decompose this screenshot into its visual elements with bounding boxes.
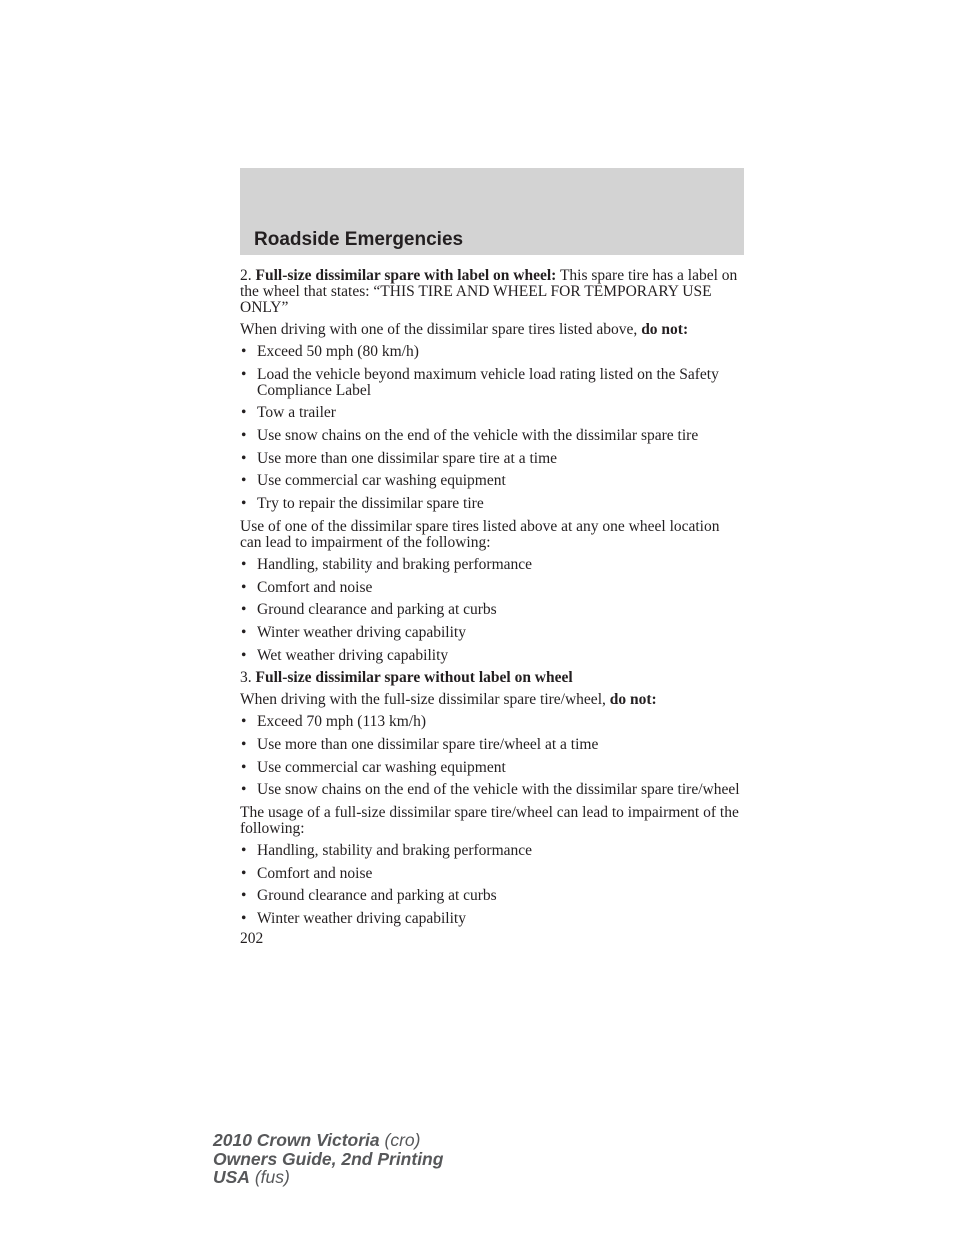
list-item-text: Use commercial car washing equipment (257, 472, 506, 490)
list-item (240, 737, 744, 753)
bullet-icon: • (241, 404, 247, 422)
page-content (240, 268, 744, 947)
item-2-heading: Full-size dissimilar spare with label on wheel: (255, 267, 557, 284)
impairment-intro-1: Use of one of the dissimilar spare tires listed above at any one wheel location can lead to impairment of the following: (240, 517, 720, 551)
item-3-number: 3. (240, 669, 252, 687)
list-item (240, 405, 744, 421)
list-item (240, 866, 744, 882)
document-footer (213, 1131, 443, 1187)
do-not-emphasis-1: do not: (641, 321, 689, 338)
list-item-text: Exceed 50 mph (80 km/h) (257, 343, 419, 360)
list-item-text: Try to repair the dissimilar spare tire (257, 495, 484, 513)
bullet-icon: • (241, 842, 247, 859)
list-item (240, 451, 744, 467)
footer-model: 2010 Crown Victoria (213, 1130, 380, 1150)
footer-guide-edition: Owners Guide, 2nd Printing (213, 1148, 444, 1169)
do-not-list-2 (240, 714, 744, 798)
bullet-icon: • (241, 449, 247, 467)
bullet-icon: • (241, 781, 247, 799)
do-not-emphasis-2: do not: (609, 691, 657, 709)
list-item (240, 648, 744, 664)
footer-market: USA (213, 1167, 250, 1187)
bullet-icon: • (241, 646, 247, 664)
do-not-intro-1-text: When driving with one of the dissimilar spare tires listed above, (240, 321, 638, 338)
bullet-icon: • (241, 910, 247, 928)
item-3-heading-paragraph (240, 670, 744, 686)
item-3-heading: Full-size dissimilar spare without label on wheel (255, 669, 573, 687)
list-item (240, 428, 744, 444)
list-item (240, 473, 744, 489)
do-not-intro-2 (240, 692, 744, 708)
item-2-number: 2. (240, 267, 252, 284)
footer-line-2 (213, 1150, 443, 1169)
list-item-text: Use snow chains on the end of the vehicle with the dissimilar spare tire/wheel (257, 781, 740, 799)
bullet-icon: • (241, 713, 247, 731)
list-item-text: Use snow chains on the end of the vehicle with the dissimilar spare tire (257, 427, 699, 445)
list-item-text: Ground clearance and parking at curbs (257, 887, 497, 905)
impairment-list-2 (240, 843, 744, 927)
bullet-icon: • (241, 864, 247, 882)
list-item-text: Ground clearance and parking at curbs (257, 601, 497, 619)
list-item (240, 714, 744, 730)
bullet-icon: • (241, 601, 247, 619)
list-item-text: Winter weather driving capability (257, 910, 466, 928)
footer-line-3 (213, 1168, 443, 1187)
footer-model-code: (cro) (384, 1130, 421, 1150)
list-item-text: Comfort and noise (257, 864, 373, 882)
impairment-intro-2: The usage of a full-size dissimilar spare tire/wheel can lead to impairment of the following: (240, 804, 739, 837)
item-2-paragraph (240, 268, 744, 316)
list-item-text: Handling, stability and braking performance (257, 555, 533, 573)
list-item (240, 843, 744, 859)
list-item (240, 782, 744, 798)
item-2-text: This spare tire has a label on the wheel that states: “THIS TIRE AND WHEEL FOR TEMPORARY USE ONLY” (240, 267, 738, 316)
list-item-text: Use more than one dissimilar spare tire/wheel at a time (257, 735, 599, 753)
bullet-icon: • (241, 555, 247, 573)
list-item (240, 367, 744, 399)
bullet-icon: • (241, 758, 247, 776)
list-item (240, 496, 744, 512)
page-number: 202 (240, 929, 264, 947)
list-item (240, 344, 744, 360)
list-item (240, 602, 744, 618)
list-item (240, 760, 744, 776)
list-item-text: Wet weather driving capability (257, 646, 449, 664)
bullet-icon: • (241, 623, 247, 641)
list-item (240, 625, 744, 641)
list-item-text: Exceed 70 mph (113 km/h) (257, 713, 427, 731)
list-item (240, 911, 744, 927)
list-item-text: Comfort and noise (257, 578, 373, 596)
footer-line-1 (213, 1131, 443, 1150)
bullet-icon: • (241, 343, 247, 360)
list-item (240, 580, 744, 596)
bullet-icon: • (241, 472, 247, 490)
list-item-text: Winter weather driving capability (257, 623, 466, 641)
footer-market-code: (fus) (254, 1167, 290, 1187)
list-item-text: Handling, stability and braking performance (257, 842, 533, 859)
do-not-list-1 (240, 344, 744, 512)
list-item-text: Tow a trailer (257, 404, 336, 422)
impairment-list-1 (240, 557, 744, 664)
section-header-band (240, 168, 744, 255)
bullet-icon: • (241, 887, 247, 905)
list-item-text: Load the vehicle beyond maximum vehicle load rating listed on the Safety Compliance Label (257, 365, 719, 399)
do-not-intro-1 (240, 322, 744, 338)
section-title: Roadside Emergencies (254, 229, 464, 250)
list-item (240, 888, 744, 904)
list-item-text: Use commercial car washing equipment (257, 758, 506, 776)
do-not-intro-2-text: When driving with the full-size dissimilar spare tire/wheel, (240, 691, 606, 709)
list-item (240, 557, 744, 573)
bullet-icon: • (241, 427, 247, 445)
list-item-text: Use more than one dissimilar spare tire at a time (257, 449, 558, 467)
bullet-icon: • (241, 495, 247, 513)
bullet-icon: • (241, 735, 247, 753)
bullet-icon: • (241, 365, 247, 383)
bullet-icon: • (241, 578, 247, 596)
